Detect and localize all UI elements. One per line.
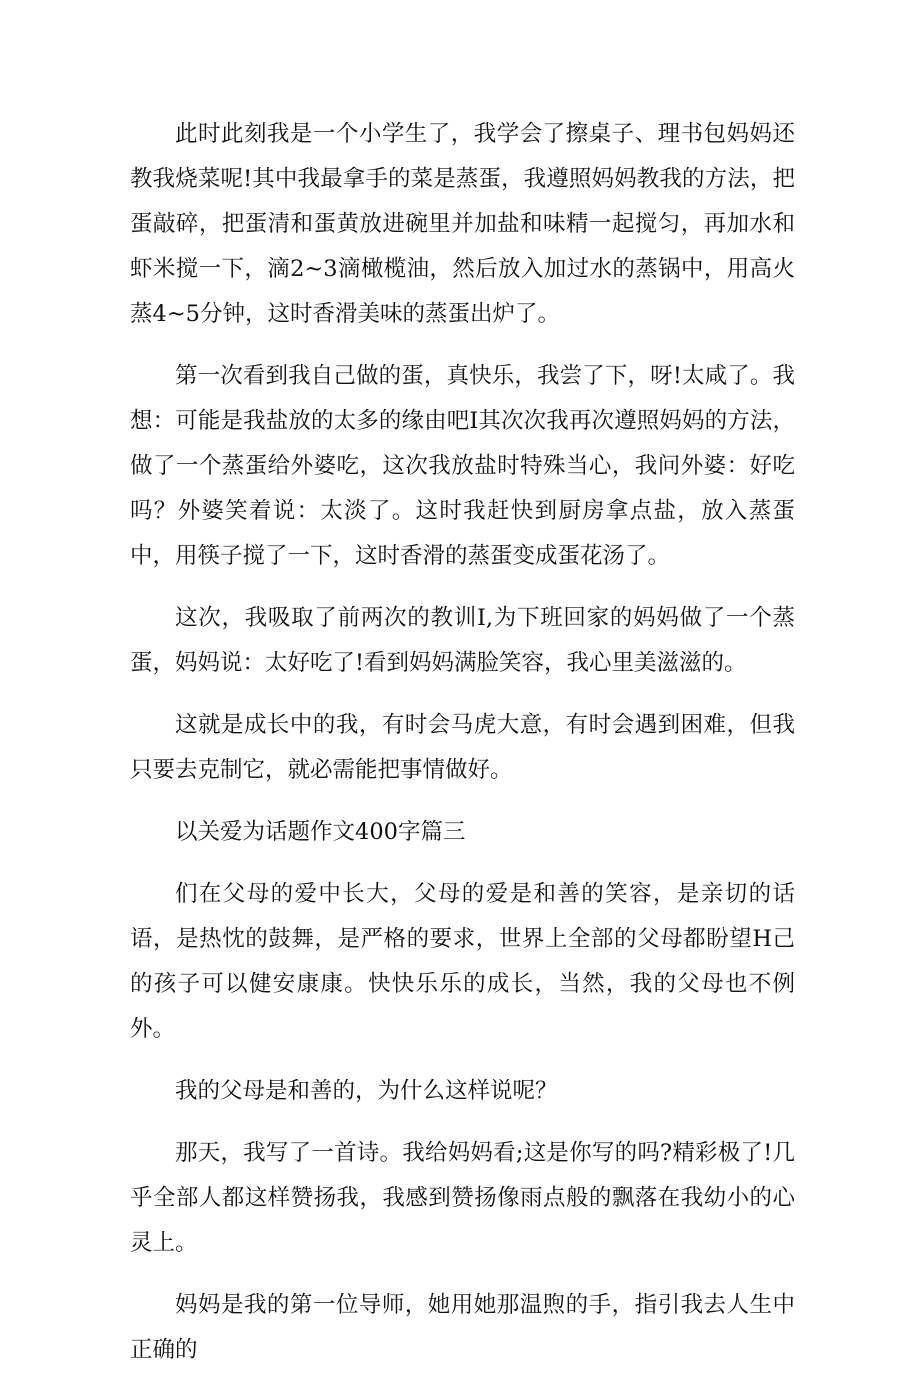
paragraph-parents-kind: 我的父母是和善的，为什么这样说呢？ [175, 1078, 558, 1104]
paragraph-parents-love: 们在父母的爱中长大，父母的爱是和善的笑容，是亲切的话语，是热忱的鼓舞，是严格的要求，世界上全部的父母都盼望H己的孩子可以健安康康。快快乐乐的成长，当然，我的父母也不例外。 [130, 881, 795, 1042]
paragraph-poem: 那天，我写了一首诗。我给妈妈看;这是你写的吗?精彩极了!几乎全部人都这样赞扬我，我感到赞扬像雨点般的飘落在我幼小的心灵上。 [130, 1140, 795, 1256]
section-title: 以关爱为话题作文400字篇三 [175, 819, 466, 845]
document-body [130, 112, 795, 1390]
paragraph-mother-mentor: 妈妈是我的第一位导师，她用她那温煦的手，指引我去人生中正确的 [130, 1292, 795, 1363]
paragraph-growth-conclusion: 这就是成长中的我，有时会马虎大意，有时会遇到困难，但我只要去克制它，就必需能把事情做好。 [130, 712, 795, 783]
paragraph-steamed-egg-skill: 此时此刻我是一个小学生了，我学会了擦桌子、理书包妈妈还教我烧菜呢!其中我最拿手的菜是蒸蛋，我遵照妈妈教我的方法，把蛋敲碎，把蛋清和蛋黄放进碗里并加盐和味精一起搅匀，再加水和虾米搅一下，滴2~3滴橄榄油，然后放入加过水的蒸锅中，用高火蒸4~5分钟，这时香滑美味的蒸蛋出炉了。 [130, 121, 795, 327]
paragraph-third-attempt: 这次，我吸取了前两次的教训I,为下班回家的妈妈做了一个蒸蛋，妈妈说：太好吃了!看到妈妈满脸笑容，我心里美滋滋的。 [130, 605, 795, 676]
paragraph-first-attempt: 第一次看到我自己做的蛋，真快乐，我尝了下，呀!太咸了。我想：可能是我盐放的太多的缘由吧I其次次我再次遵照妈妈的方法，做了一个蒸蛋给外婆吃，这次我放盐时特殊当心，我问外婆：好吃吗？外婆笑着说：太淡了。这时我赶快到厨房拿点盐，放入蒸蛋中，用筷子搅了一下，这时香滑的蒸蛋变成蛋花汤了。 [130, 363, 795, 569]
